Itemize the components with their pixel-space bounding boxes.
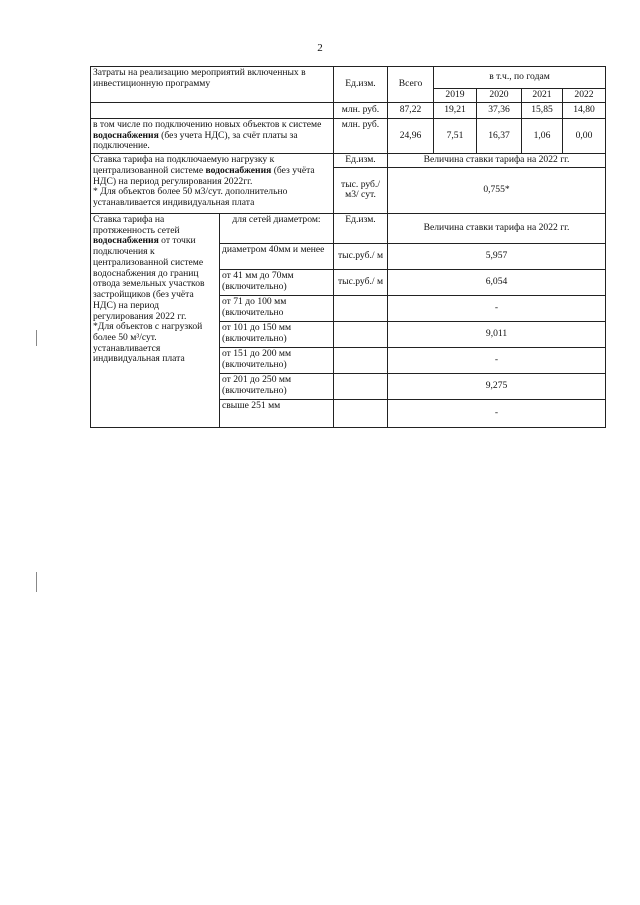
investment-values-row — [91, 103, 606, 119]
length-value-header: Величина ставки тарифа на 2022 гг. — [388, 213, 606, 243]
value-cell: 9,275 — [388, 373, 606, 399]
load-rate-value-header: Величина ставки тарифа на 2022 гг. — [388, 154, 606, 168]
investment-label: Затраты на реализацию мероприятий включенных в инвестиционную программу — [91, 67, 334, 103]
unit-cell: тыс.руб./ м — [334, 243, 388, 269]
new-objects-2022: 0,00 — [563, 119, 606, 154]
new-objects-2019: 7,51 — [434, 119, 477, 154]
length-rate-header-row — [91, 213, 606, 243]
unit-cell — [334, 295, 388, 321]
diameter-cell: от 151 до 200 мм (включительно) — [220, 347, 334, 373]
investment-2019: 19,21 — [434, 103, 477, 119]
scan-mark — [36, 330, 37, 346]
unit-cell — [334, 347, 388, 373]
year-2021: 2021 — [522, 89, 563, 103]
new-objects-total: 24,96 — [388, 119, 434, 154]
value-cell: 5,957 — [388, 243, 606, 269]
total-header: Всего — [388, 67, 434, 103]
value-cell: - — [388, 295, 606, 321]
load-rate-label: Ставка тарифа на подключаемую нагрузку к централизованной системе водоснабжения (без учёта НДС) на период регулирования 2022гг. * Для объектов более 50 м3/сут. дополнительно устанавливается индивидуальная плата — [91, 154, 334, 214]
diameter-cell: от 101 до 150 мм (включительно) — [220, 321, 334, 347]
investment-unit: млн. руб. — [334, 103, 388, 119]
value-cell: - — [388, 347, 606, 373]
load-rate-value: 0,755* — [388, 167, 606, 213]
unit-cell: тыс.руб./ м — [334, 269, 388, 295]
new-objects-row — [91, 119, 606, 154]
diameter-cell: от 71 до 100 мм (включительно — [220, 295, 334, 321]
by-years-header: в т.ч., по годам — [434, 67, 606, 89]
value-cell: 9,011 — [388, 321, 606, 347]
year-2020: 2020 — [477, 89, 522, 103]
length-rate-note: *Для объектов с нагрузкой более 50 м³/сут. устанавливается индивидуальная плата — [93, 321, 203, 365]
investment-2020: 37,36 — [477, 103, 522, 119]
length-unit-header: Ед.изм. — [334, 213, 388, 243]
new-objects-label: в том числе по подключению новых объектов к системе водоснабжения (без учета НДС), за счёт платы за подключение. — [91, 119, 334, 154]
value-cell: - — [388, 399, 606, 427]
unit-cell — [334, 399, 388, 427]
investment-header-row — [91, 67, 606, 89]
load-rate-unit-header: Ед.изм. — [334, 154, 388, 168]
load-rate-header-row — [91, 154, 606, 168]
unit-header: Ед.изм. — [334, 67, 388, 103]
empty-cell — [91, 103, 334, 119]
diameter-header: для сетей диаметром: — [220, 213, 334, 243]
investment-total: 87,22 — [388, 103, 434, 119]
length-rate-label: Ставка тарифа на протяженность сетей водоснабжения от точки подключения к централизованной системе водоснабжения до границ отвода земельных участков застройщиков (без учёта НДС) на период регулирования 2022 гг. *Для объектов с нагрузкой более 50 м³/сут. устанавливается индивидуальная плата — [91, 213, 220, 427]
new-objects-unit: млн. руб. — [334, 119, 388, 154]
load-rate-unit: тыс. руб./м3/ сут. — [334, 167, 388, 213]
diameter-cell: от 201 до 250 мм (включительно) — [220, 373, 334, 399]
new-objects-2021: 1,06 — [522, 119, 563, 154]
diameter-cell: диаметром 40мм и менее — [220, 243, 334, 269]
page-number: 2 — [317, 42, 323, 54]
investment-2021: 15,85 — [522, 103, 563, 119]
diameter-cell: от 41 мм до 70мм (включительно) — [220, 269, 334, 295]
year-2019: 2019 — [434, 89, 477, 103]
scan-mark — [36, 572, 37, 592]
tariff-table — [90, 66, 606, 428]
diameter-cell: свыше 251 мм — [220, 399, 334, 427]
unit-cell — [334, 321, 388, 347]
load-rate-note: * Для объектов более 50 м3/сут. дополнительно устанавливается индивидуальная плата — [93, 186, 288, 209]
unit-cell — [334, 373, 388, 399]
year-2022: 2022 — [563, 89, 606, 103]
investment-2022: 14,80 — [563, 103, 606, 119]
new-objects-2020: 16,37 — [477, 119, 522, 154]
value-cell: 6,054 — [388, 269, 606, 295]
